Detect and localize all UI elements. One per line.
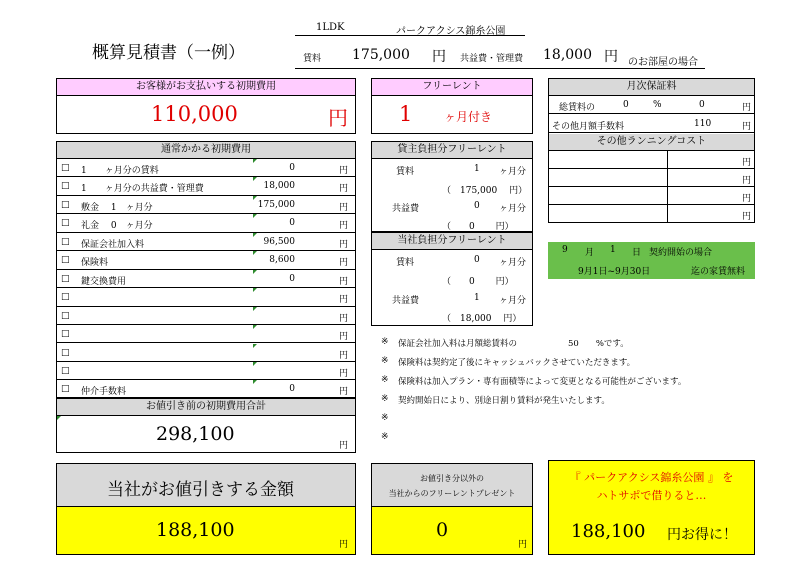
guarantee-row — [549, 115, 754, 133]
cost-row-value: 96,500 — [263, 236, 295, 247]
guarantee-row-label: その他月額手数料 — [552, 122, 625, 132]
cost-row-unit: 円 — [339, 202, 349, 213]
owner-fee-months: 0 — [474, 201, 480, 211]
running-cost-unit: 円 — [742, 212, 752, 222]
initial-payment-box — [56, 78, 356, 134]
cost-row-unit: 円 — [339, 184, 349, 195]
cost-row-label: 1 ヶ月分の賃料 — [81, 166, 159, 176]
cost-row-label: 鍵交換費用 — [81, 276, 127, 287]
room-type: 1LDK — [316, 22, 345, 33]
owner-rent-months: 1 — [474, 164, 480, 174]
savings-unit: 円お得に！ — [667, 527, 737, 543]
total-header: お値引き前の初期費用合計 — [57, 399, 355, 416]
contract-month-label: 月 — [585, 248, 595, 258]
free-rent-unit: ヶ月付き — [444, 110, 493, 124]
cost-row-value: 175,000 — [257, 199, 295, 210]
company-free-rent-header: 当社負担分フリーレント — [372, 233, 532, 250]
normal-costs-box — [56, 141, 356, 398]
cell-marker — [253, 196, 257, 200]
total-box — [56, 398, 356, 453]
free-rent-months: 1 — [399, 102, 413, 126]
cost-row — [57, 159, 355, 177]
running-cost-unit: 円 — [742, 158, 752, 168]
cost-row — [57, 288, 355, 306]
owner-free-rent-box — [371, 141, 533, 232]
cost-row-unit: 円 — [339, 239, 349, 250]
running-cost-row — [549, 187, 754, 205]
running-cost-divider — [667, 187, 668, 204]
note-text: 契約開始日により、別途日割り賃料が発生いたします。 — [398, 396, 610, 406]
company-rent-label: 賃料 — [396, 258, 415, 268]
normal-costs-header: 通常かかる初期費用 — [57, 142, 355, 159]
cell-marker — [253, 159, 257, 163]
cell-marker — [253, 251, 257, 255]
checkbox-icon: □ — [61, 329, 70, 340]
note-mark: ※ — [381, 356, 389, 366]
note-mark: ※ — [381, 413, 389, 423]
cost-row — [57, 177, 355, 195]
present-header-line1: お値引き分以外の — [420, 474, 484, 483]
initial-payment-amount: 110,000 — [151, 102, 238, 126]
note-mark: ※ — [381, 337, 389, 347]
guarantee-row-v2: 0 — [699, 100, 705, 110]
property-name: パークアクシス錦糸公園 — [396, 26, 506, 37]
cell-marker — [253, 380, 257, 384]
cost-row-unit: 円 — [339, 166, 349, 176]
cost-row — [57, 307, 355, 325]
running-cost-divider — [667, 169, 668, 186]
cost-row-value: 0 — [289, 163, 295, 173]
fee-yen: 円 — [604, 49, 618, 65]
fee-label: 共益費・管理費 — [460, 54, 524, 64]
checkbox-icon: □ — [61, 273, 70, 284]
guarantee-row-pct: % — [653, 100, 662, 110]
company-free-rent-box — [371, 232, 533, 326]
cost-row — [57, 196, 355, 214]
cost-row-label: 仲介手数料 — [81, 387, 127, 398]
contract-free-text: 迄の家賃無料 — [691, 267, 746, 277]
company-rent-months: 0 — [474, 255, 480, 265]
contract-start-text: 契約開始の場合 — [649, 248, 713, 258]
cell-marker — [253, 233, 257, 237]
company-rent-unit: ヶ月分 — [499, 258, 527, 268]
checkbox-icon: □ — [61, 236, 70, 247]
discount-header-area — [57, 464, 355, 507]
cell-marker — [253, 214, 257, 218]
owner-rent-amount: （ 175,000 円） — [442, 186, 528, 196]
monthly-guarantee-box — [548, 78, 755, 223]
initial-payment-header: お客様がお支払いする初期費用 — [57, 79, 355, 96]
present-amount: 0 — [436, 519, 449, 541]
rent-yen: 円 — [432, 49, 446, 65]
running-cost-divider — [667, 151, 668, 168]
cell-marker — [253, 307, 257, 311]
running-cost-unit: 円 — [742, 194, 752, 204]
company-fee-label: 共益費 — [392, 296, 420, 306]
owner-rent-unit: ヶ月分 — [499, 167, 527, 177]
running-cost-row — [549, 151, 754, 169]
cell-marker — [253, 344, 257, 348]
checkbox-icon: □ — [61, 255, 70, 266]
cost-row-label: 敷金 1 ヶ月分 — [81, 202, 153, 213]
checkbox-icon: □ — [61, 384, 70, 395]
cost-row-unit: 円 — [339, 313, 349, 324]
guarantee-row-unit: 円 — [742, 122, 752, 132]
running-cost-divider — [667, 205, 668, 223]
running-cost-row — [549, 205, 754, 223]
company-fee-unit: ヶ月分 — [499, 296, 527, 306]
checkbox-icon: □ — [61, 365, 70, 376]
savings-line1: 『 パークアクシス錦糸公園 』 を — [569, 471, 734, 484]
discount-box — [56, 463, 356, 555]
guarantee-row-v1: 0 — [623, 100, 629, 110]
discount-header: 当社がお値引きする金額 — [107, 480, 294, 500]
total-unit: 円 — [339, 441, 349, 451]
monthly-guarantee-header: 月次保証料 — [549, 79, 754, 96]
note-mark: ※ — [381, 394, 389, 404]
cost-row-label: 保険料 — [81, 258, 109, 269]
checkbox-icon: □ — [61, 163, 70, 173]
checkbox-icon: □ — [61, 218, 70, 229]
guarantee-row-label: 総賃料の — [559, 103, 596, 113]
present-amount-area — [372, 507, 532, 554]
owner-rent-label: 賃料 — [396, 167, 415, 177]
cost-row-value: 8,600 — [269, 255, 295, 266]
checkbox-icon: □ — [61, 310, 70, 321]
company-fee-amount: （ 18,000 円） — [442, 314, 522, 324]
cost-row-unit: 円 — [339, 295, 349, 306]
free-rent-box — [371, 78, 533, 134]
header-suffix: のお部屋の場合 — [628, 57, 698, 68]
cost-row — [57, 325, 355, 343]
cost-row-unit: 円 — [339, 276, 349, 287]
present-header-line2: 当社からのフリーレントプレゼント — [388, 489, 516, 498]
total-value: 298,100 — [156, 423, 235, 445]
running-cost-row — [549, 169, 754, 187]
contract-start-box — [548, 242, 755, 279]
present-unit: 円 — [518, 540, 528, 550]
cost-row — [57, 233, 355, 251]
owner-fee-label: 共益費 — [392, 204, 420, 214]
company-rent-amount: （ 0 円） — [442, 277, 514, 287]
cost-row-unit: 円 — [339, 350, 349, 361]
cost-row-label: 保証会社加入料 — [81, 239, 145, 250]
contract-month: 9 — [562, 245, 568, 255]
guarantee-row — [549, 96, 754, 114]
cell-marker — [57, 416, 61, 420]
present-header-area — [372, 464, 532, 507]
rent-label: 賃料 — [303, 54, 322, 64]
checkbox-icon: □ — [61, 347, 70, 358]
note-text: 保証会社加入料は月額総賃料の 50 %です。 — [398, 339, 629, 349]
free-rent-header: フリーレント — [372, 79, 532, 96]
contract-day-label: 日 — [632, 248, 642, 258]
discount-amount: 188,100 — [156, 519, 235, 541]
cell-marker — [253, 362, 257, 366]
guarantee-row-unit: 円 — [742, 103, 752, 113]
note-mark: ※ — [381, 375, 389, 385]
running-cost-header: その他ランニングコスト — [549, 134, 754, 151]
initial-payment-unit: 円 — [328, 106, 348, 130]
cell-marker — [253, 177, 257, 181]
note-text: 保険料は加入プラン・専有面積等によって変更となる可能性がございます。 — [398, 377, 687, 387]
header-divider-bottom — [295, 68, 705, 69]
running-cost-unit: 円 — [742, 176, 752, 186]
cost-row — [57, 214, 355, 232]
contract-range: 9月1日~9月30日 — [578, 267, 651, 277]
cost-row-value: 0 — [289, 218, 295, 229]
cell-marker — [253, 288, 257, 292]
checkbox-icon: □ — [61, 292, 70, 303]
cell-marker — [253, 270, 257, 274]
owner-fee-amount: （ 0 円） — [442, 222, 514, 232]
savings-amount: 188,100 — [571, 521, 646, 542]
cost-row — [57, 251, 355, 269]
cost-row-unit: 円 — [339, 368, 349, 379]
checkbox-icon: □ — [61, 199, 70, 210]
page-title: 概算見積書（一例） — [92, 43, 245, 63]
cost-row — [57, 362, 355, 380]
note-text: 保険料は契約定了後にキャッシュバックさせていただきます。 — [398, 358, 636, 368]
cell-marker — [253, 325, 257, 329]
cost-row-label: 1 ヶ月分の共益費・管理費 — [81, 184, 204, 195]
checkbox-icon: □ — [61, 181, 70, 192]
owner-free-rent-header: 貸主負担分フリーレント — [372, 142, 532, 159]
owner-fee-unit: ヶ月分 — [499, 204, 527, 214]
cost-row — [57, 380, 355, 398]
cost-row — [57, 270, 355, 288]
cost-row-unit: 円 — [339, 332, 349, 343]
note-mark: ※ — [381, 432, 389, 442]
rent-value: 175,000 — [352, 47, 410, 63]
cost-row — [57, 344, 355, 362]
cost-row-value: 0 — [289, 273, 295, 284]
cost-row-unit: 円 — [339, 258, 349, 269]
cost-row-label: 礼金 0 ヶ月分 — [81, 221, 153, 232]
present-box — [371, 463, 533, 555]
discount-amount-area — [57, 507, 355, 554]
cost-row-unit: 円 — [339, 387, 349, 398]
savings-line2: ハトサポで借りると… — [596, 489, 707, 502]
cost-row-value: 18,000 — [263, 181, 295, 192]
discount-unit: 円 — [339, 540, 349, 550]
cost-row-value: 0 — [289, 384, 295, 395]
cost-row-unit: 円 — [339, 221, 349, 232]
fee-value: 18,000 — [543, 47, 592, 63]
contract-day: 1 — [610, 245, 616, 255]
savings-box — [548, 460, 755, 555]
company-fee-months: 1 — [474, 293, 480, 303]
guarantee-row-v2: 110 — [694, 119, 712, 129]
